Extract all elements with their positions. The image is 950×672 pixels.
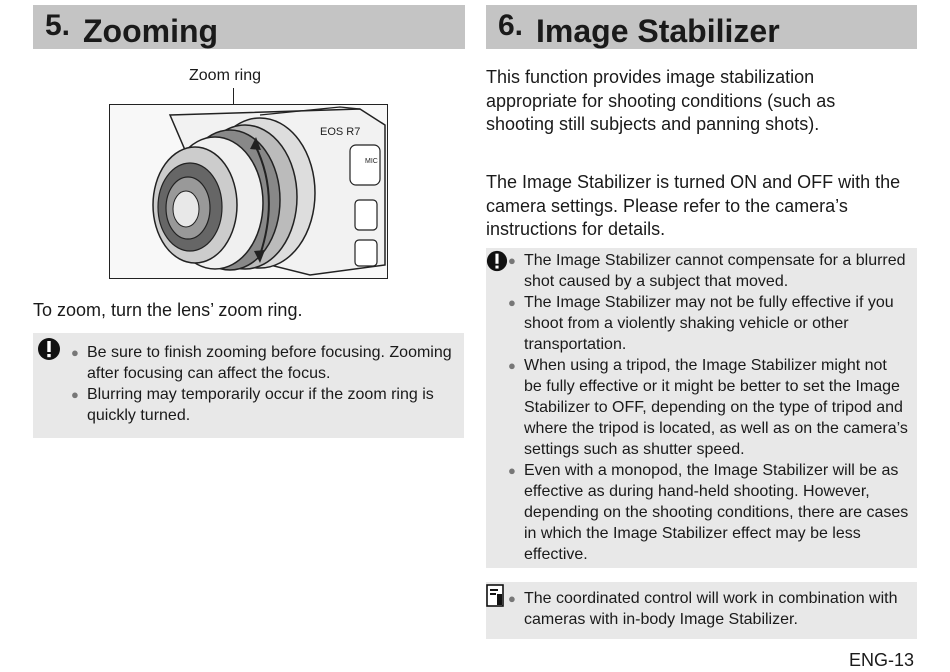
list-item <box>508 588 909 630</box>
list-item <box>508 460 909 565</box>
list-item <box>71 342 454 384</box>
mic-text: MIC <box>365 158 378 165</box>
list-item <box>508 355 909 460</box>
zoom-caution-box <box>33 333 464 438</box>
lens-camera-drawing <box>110 105 387 278</box>
section-6-number: 6. <box>498 9 524 42</box>
section-5-title: Zooming <box>83 13 219 49</box>
caution-text: The Image Stabilizer cannot compensate for a blurred shot caused by a subject that moved. <box>524 252 906 290</box>
camera-model-text: EOS R7 <box>320 126 361 138</box>
zoom-ring-label: Zoom ring <box>189 67 262 84</box>
caution-icon <box>486 250 508 272</box>
bullet-icon: ● <box>71 345 79 360</box>
zoom-caution-list <box>71 342 454 426</box>
bullet-icon: ● <box>508 253 516 268</box>
section-6-title: Image Stabilizer <box>536 13 780 49</box>
stabilizer-settings-text: The Image Stabilizer is turned ON and OFF with the camera settings. Please refer to the camera’s instructions for details. <box>486 172 901 239</box>
list-item <box>71 384 454 426</box>
caution-text: When using a tripod, the Image Stabilizer might not be fully effective or it might be better to set the Image Stabilizer to OFF, depending on the type of tripod and where the tripod is located, as well as on the camera’s settings such as shutter speed. <box>524 357 908 458</box>
list-item <box>508 250 909 292</box>
memo-icon <box>486 584 506 608</box>
memo-list <box>508 588 909 630</box>
bullet-icon: ● <box>508 463 516 478</box>
section-5-header <box>33 5 465 49</box>
lens-illustration <box>109 104 388 279</box>
memo-text: The coordinated control will work in combination with cameras with in-body Image Stabilizer. <box>524 590 898 628</box>
caution-text: Be sure to finish zooming before focusing. Zooming after focusing can affect the focus. <box>87 344 452 382</box>
bullet-icon: ● <box>508 591 516 606</box>
stabilizer-intro: This function provides image stabilization appropriate for shooting conditions (such as shooting still subjects and panning shots). <box>486 67 836 134</box>
stabilizer-caution-box <box>486 248 917 568</box>
bullet-icon: ● <box>508 295 516 310</box>
memo-box <box>486 582 917 639</box>
caution-text: Blurring may temporarily occur if the zoom ring is quickly turned. <box>87 386 434 424</box>
caution-text: Even with a monopod, the Image Stabilizer will be as effective as during hand-held shooting. However, depending on the shooting conditions, there are cases in which the Image Stabilizer effect may be less effective. <box>524 462 909 563</box>
stabilizer-caution-list <box>508 250 909 565</box>
caution-icon <box>37 337 61 361</box>
bullet-icon: ● <box>71 387 79 402</box>
list-item <box>508 292 909 355</box>
zoom-instruction: To zoom, turn the lens’ zoom ring. <box>33 300 303 320</box>
section-6-header <box>486 5 917 49</box>
page-number: ENG-13 <box>848 650 914 670</box>
caution-text: The Image Stabilizer may not be fully effective if you shoot from a violently shaking vehicle or other transportation. <box>524 294 894 353</box>
bullet-icon: ● <box>508 358 516 373</box>
section-5-number: 5. <box>45 9 71 42</box>
